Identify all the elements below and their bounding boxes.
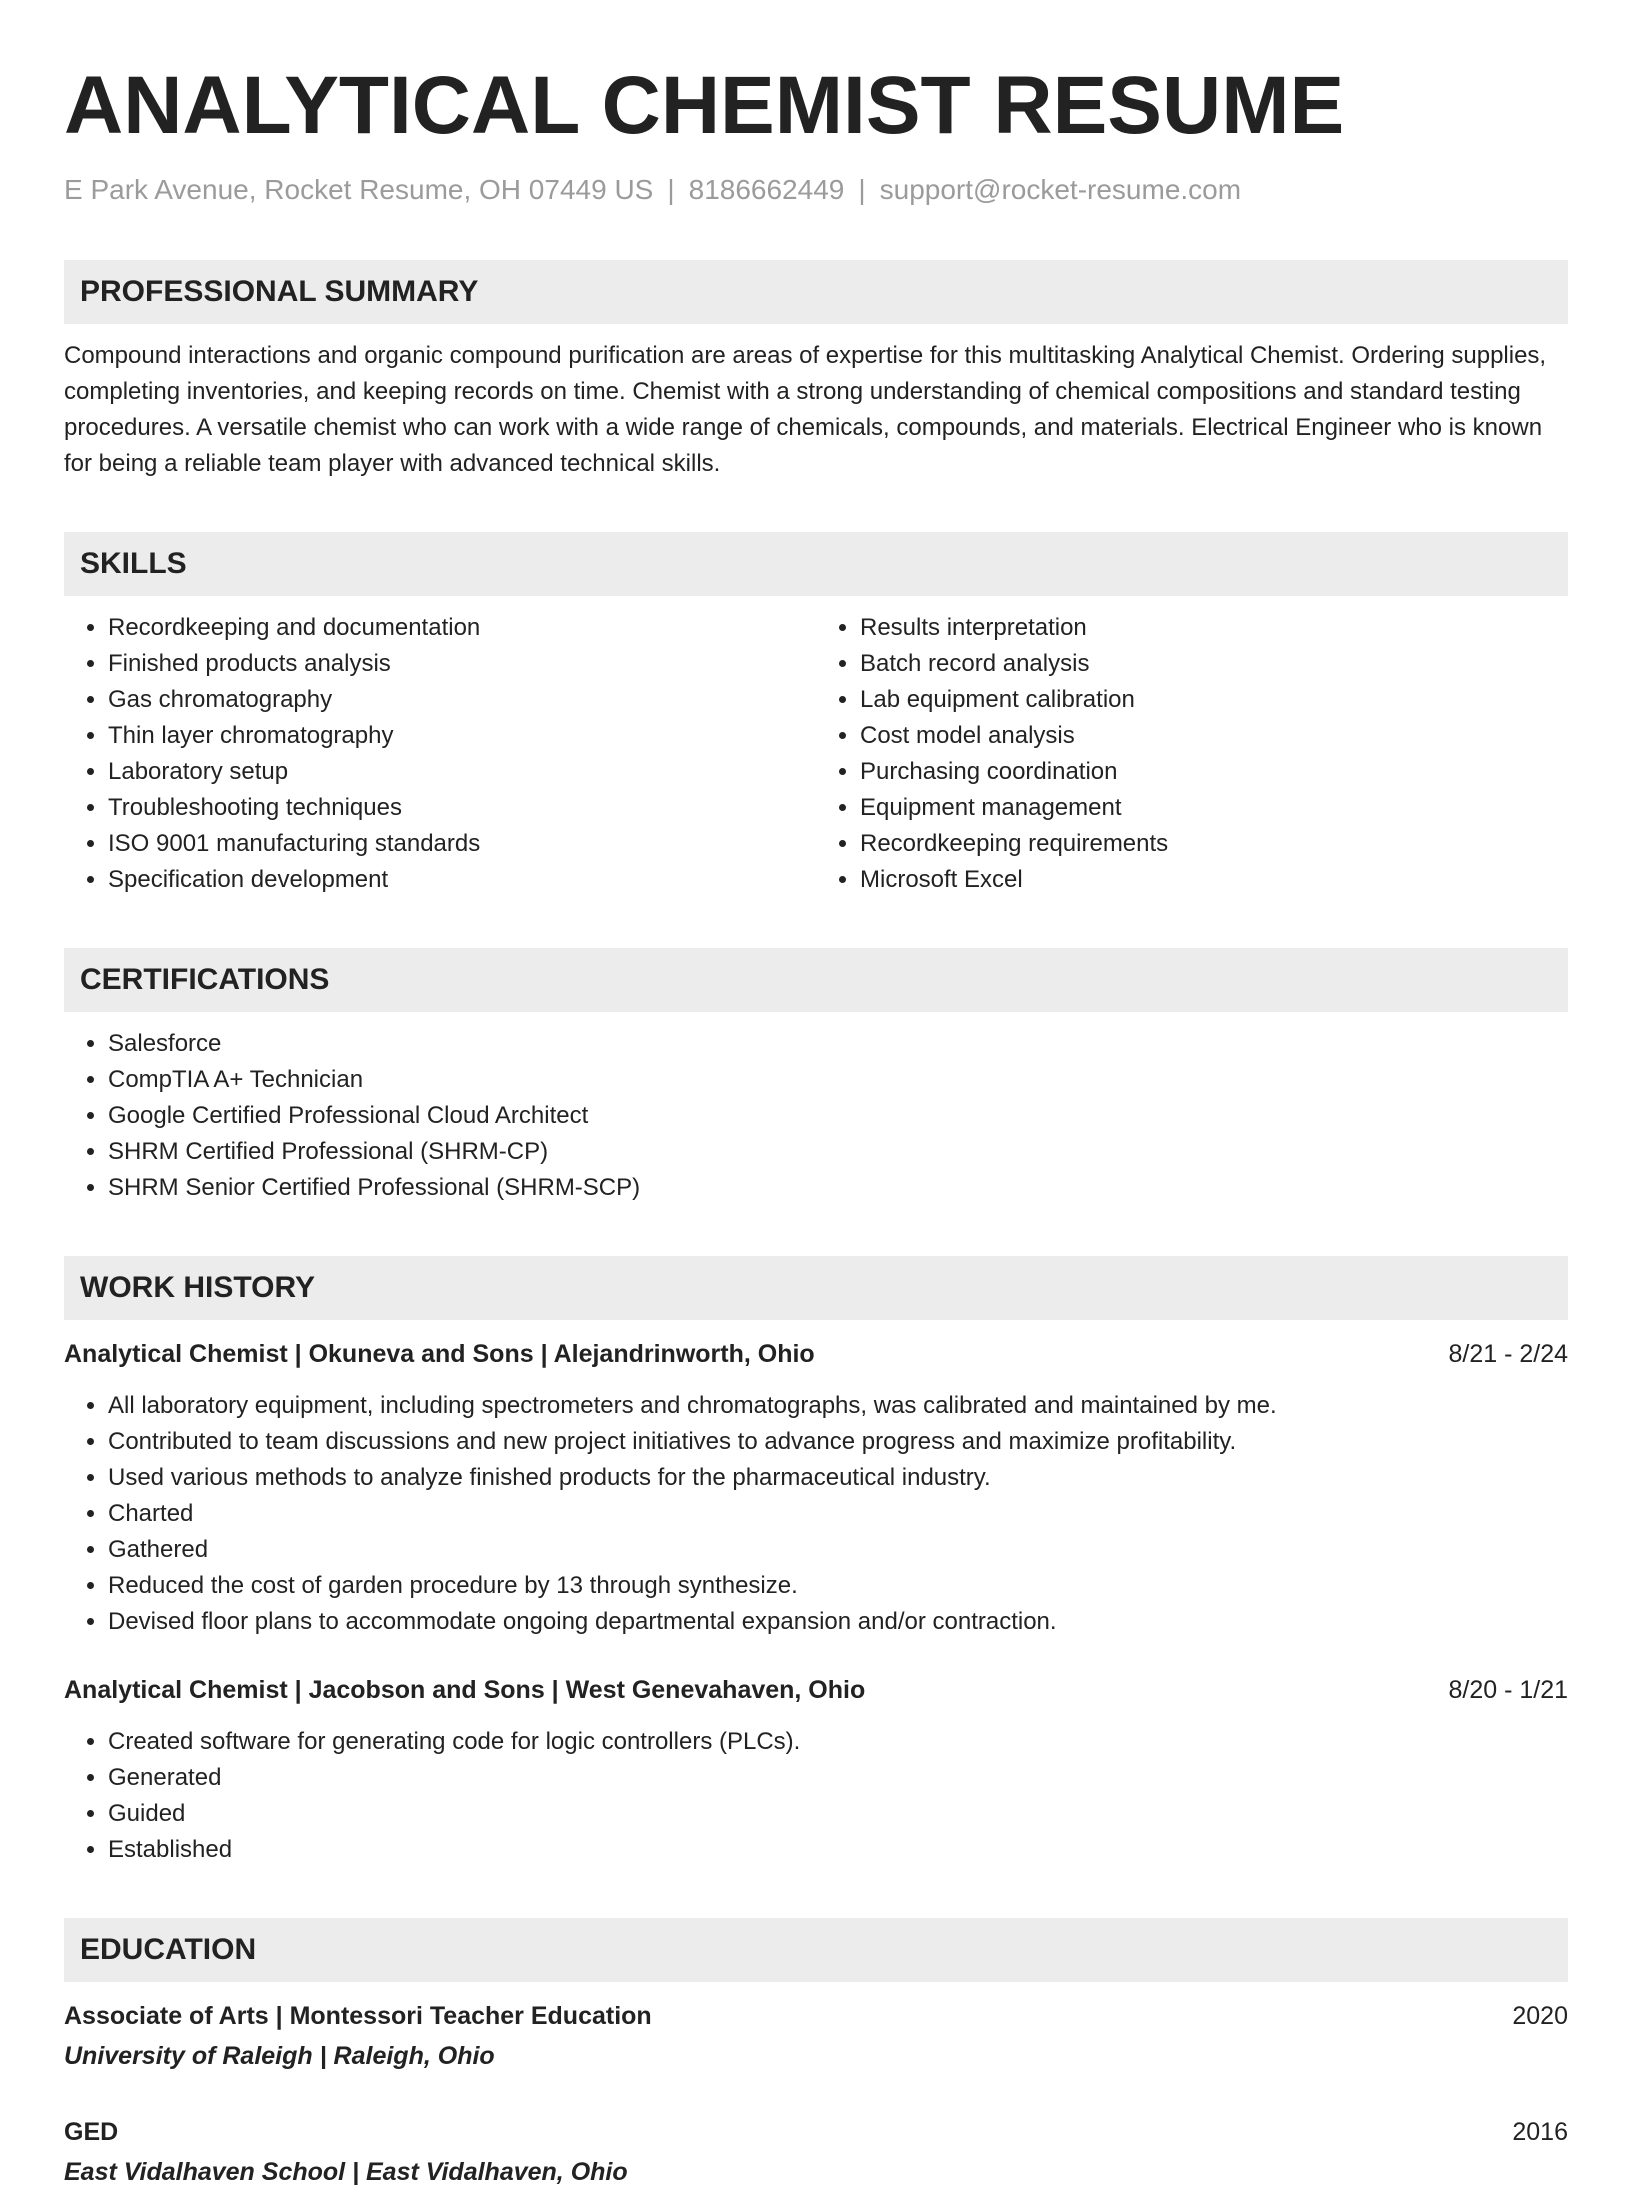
certifications-list: [64, 1026, 1568, 1206]
resume-title: ANALYTICAL CHEMIST RESUME: [64, 60, 1345, 151]
education-school: University of Raleigh | Raleigh, Ohio: [64, 2042, 495, 2070]
job-title: Analytical Chemist | Jacobson and Sons | West Genevahaven, Ohio: [64, 1676, 866, 1704]
education-degree: Associate of Arts | Montessori Teacher Education: [64, 2002, 652, 2030]
certification-item: • SHRM Certified Professional (SHRM-CP): [108, 1134, 1568, 1170]
job-bullets: [64, 1388, 1568, 1640]
job-bullet: • Generated: [108, 1760, 1568, 1796]
job-entry: [64, 1672, 1568, 1868]
education-entry: [64, 2114, 1568, 2190]
skills-column-left: [64, 610, 816, 898]
contact-separator: |: [858, 174, 866, 205]
section-heading-skills: SKILLS: [64, 532, 1568, 596]
section-heading-education: EDUCATION: [64, 1918, 1568, 1982]
job-bullet: • Contributed to team discussions and new project initiatives to advance progress and maximize profitability.: [108, 1424, 1568, 1460]
certification-item: • Google Certified Professional Cloud Architect: [108, 1098, 1568, 1134]
skill-item: • Purchasing coordination: [860, 754, 1568, 790]
job-bullet: • Gathered: [108, 1532, 1568, 1568]
job-entry: [64, 1336, 1568, 1640]
job-bullet: • All laboratory equipment, including spectrometers and chromatographs, was calibrated and maintained by me.: [108, 1388, 1568, 1424]
contact-email: support@rocket-resume.com: [879, 174, 1242, 205]
skills-column-right: [816, 610, 1568, 898]
contact-separator: |: [667, 174, 675, 205]
skill-item: • ISO 9001 manufacturing standards: [108, 826, 816, 862]
job-bullet: • Used various methods to analyze finished products for the pharmaceutical industry.: [108, 1460, 1568, 1496]
education-header: [64, 2114, 1568, 2150]
job-title: Analytical Chemist | Okuneva and Sons | Alejandrinworth, Ohio: [64, 1340, 815, 1368]
skill-item: • Recordkeeping and documentation: [108, 610, 816, 646]
skill-item: • Results interpretation: [860, 610, 1568, 646]
skill-item: • Laboratory setup: [108, 754, 816, 790]
education-school: East Vidalhaven School | East Vidalhaven, Ohio: [64, 2158, 628, 2186]
job-bullets: [64, 1724, 1568, 1868]
job-bullet: • Devised floor plans to accommodate ongoing departmental expansion and/or contraction.: [108, 1604, 1568, 1640]
skill-item: • Gas chromatography: [108, 682, 816, 718]
certification-item: • SHRM Senior Certified Professional (SHRM-SCP): [108, 1170, 1568, 1206]
job-header: [64, 1672, 1568, 1708]
education-year: 2016: [1512, 2118, 1568, 2146]
skill-item: • Specification development: [108, 862, 816, 898]
job-bullet: • Established: [108, 1832, 1568, 1868]
skill-item: • Thin layer chromatography: [108, 718, 816, 754]
certification-item: • CompTIA A+ Technician: [108, 1062, 1568, 1098]
job-bullet: • Guided: [108, 1796, 1568, 1832]
education-degree: GED: [64, 2118, 119, 2146]
job-bullet: • Charted: [108, 1496, 1568, 1532]
skill-item: • Batch record analysis: [860, 646, 1568, 682]
section-heading-work-history: WORK HISTORY: [64, 1256, 1568, 1320]
section-heading-summary: PROFESSIONAL SUMMARY: [64, 260, 1568, 324]
job-bullet: • Reduced the cost of garden procedure by 13 through synthesize.: [108, 1568, 1568, 1604]
job-dates: 8/20 - 1/21: [1448, 1676, 1568, 1704]
skill-item: • Microsoft Excel: [860, 862, 1568, 898]
section-heading-certifications: CERTIFICATIONS: [64, 948, 1568, 1012]
skill-item: • Recordkeeping requirements: [860, 826, 1568, 862]
skills-list: [64, 610, 1568, 898]
job-header: [64, 1336, 1568, 1372]
contact-line: [64, 170, 1568, 210]
job-dates: 8/21 - 2/24: [1448, 1340, 1568, 1368]
skill-item: • Lab equipment calibration: [860, 682, 1568, 718]
job-bullet: • Created software for generating code for logic controllers (PLCs).: [108, 1724, 1568, 1760]
education-header: [64, 1998, 1568, 2034]
contact-address: E Park Avenue, Rocket Resume, OH 07449 US: [64, 174, 654, 205]
skill-item: • Cost model analysis: [860, 718, 1568, 754]
skill-item: • Troubleshooting techniques: [108, 790, 816, 826]
summary-text: Compound interactions and organic compound purification are areas of expertise for this multitasking Analytical Chemist. Ordering supplies, completing inventories, and keeping records on time. Chemist with a strong understanding of chemical compositions and standard testing procedures. A versatile chemist who can work with a wide range of chemicals, compounds, and materials. Electrical Engineer who is known for being a reliable team player with advanced technical skills.: [64, 342, 1547, 477]
skill-item: • Finished products analysis: [108, 646, 816, 682]
education-year: 2020: [1512, 2002, 1568, 2030]
contact-phone: 8186662449: [688, 174, 845, 205]
certification-item: • Salesforce: [108, 1026, 1568, 1062]
education-entry: [64, 1998, 1568, 2074]
skill-item: • Equipment management: [860, 790, 1568, 826]
